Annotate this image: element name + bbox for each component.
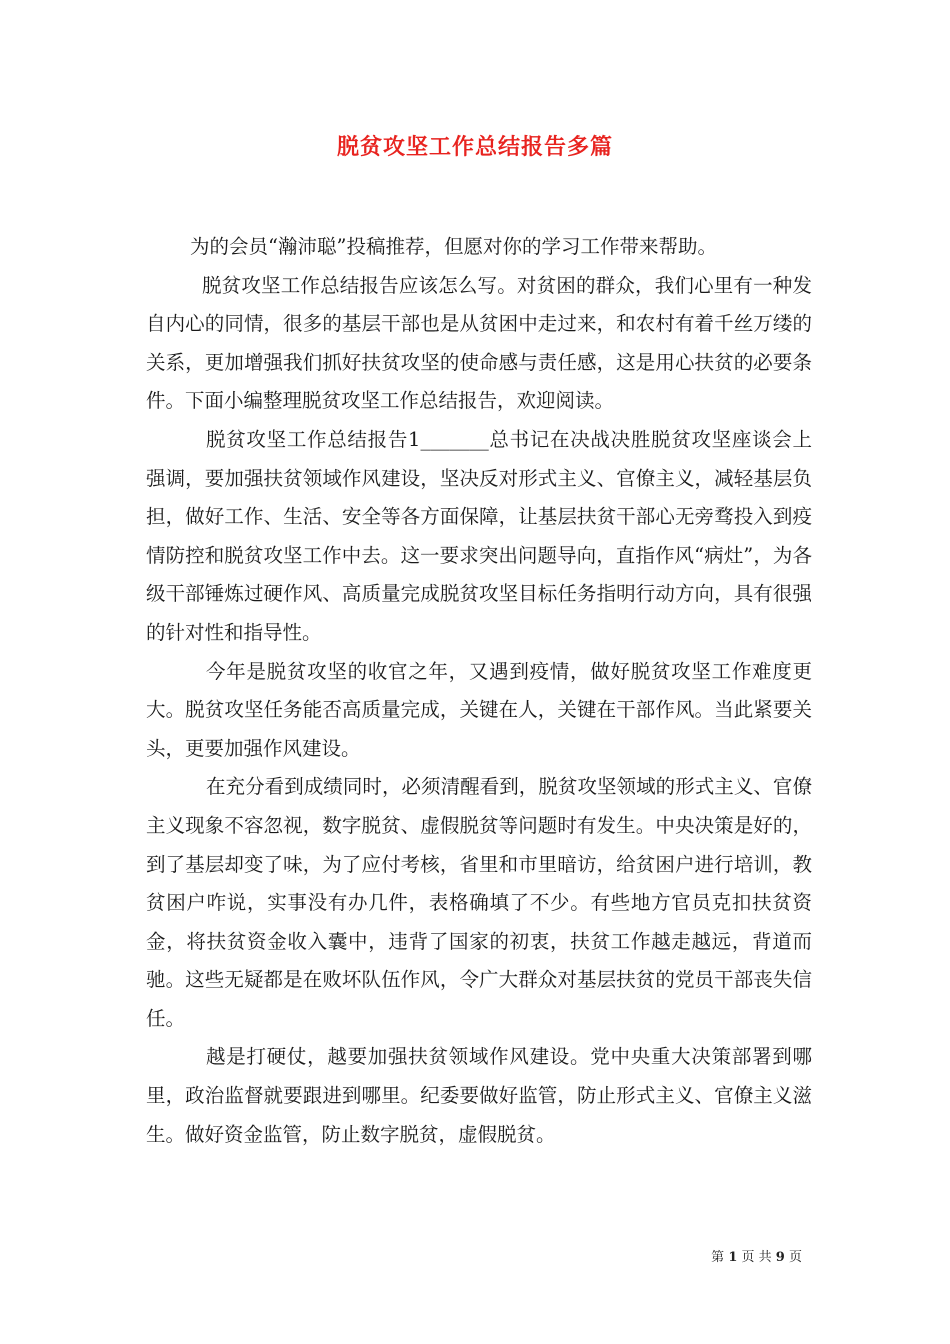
report-1-paragraph: 脱贫攻坚工作总结报告1_______总书记在决战决胜脱贫攻坚座谈会上强调，要加强扶贫领域作风建设，坚决反对形式主义、官僚主义，减轻基层负担，做好工作、生活、安全等各方面保障，让基层扶贫干部心无旁骛投入到疫情防控和脱贫攻坚工作中去。这一要求突出问题导向，直指作风“病灶”，为各级干部锤炼过硬作风、高质量完成脱贫攻坚目标任务指明行动方向，具有很强的针对性和指导性。 bbox=[146, 427, 812, 644]
footer-suffix: 页 bbox=[788, 1250, 802, 1265]
intro-paragraph: 为的会员“瀚沛聪”投稿推荐，但愿对你的学习工作带来帮助。 bbox=[190, 235, 717, 258]
page-number-footer bbox=[711, 1246, 802, 1265]
footer-total-pages: 9 bbox=[775, 1250, 785, 1265]
footer-middle: 页 共 bbox=[741, 1250, 772, 1265]
summary-paragraph: 脱贫攻坚工作总结报告应该怎么写。对贫困的群众，我们心里有一种发自内心的同情，很多的基层干部也是从贫困中走过来，和农村有着千丝万缕的关系，更加增强我们抓好扶贫攻坚的使命感与责任感，这是用心扶贫的必要条件。下面小编整理脱贫攻坚工作总结报告，欢迎阅读。 bbox=[146, 273, 812, 413]
document-title: 脱贫攻坚工作总结报告多篇 bbox=[336, 134, 613, 160]
document-body bbox=[146, 228, 812, 1154]
body-paragraph-problems: 在充分看到成绩同时，必须清醒看到，脱贫攻坚领域的形式主义、官僚主义现象不容忽视，数字脱贫、虚假脱贫等问题时有发生。中央决策是好的，到了基层却变了味，为了应付考核，省里和市里暗访，给贫困户进行培训，教贫困户咋说，实事没有办几件，表格确填了不少。有些地方官员克扣扶贫资金，将扶贫资金收入囊中，违背了国家的初衷，扶贫工作越走越远，背道而驰。这些无疑都是在败坏队伍作风，令广大群众对基层扶贫的党员干部丧失信任。 bbox=[146, 775, 812, 1030]
footer-prefix: 第 bbox=[711, 1250, 725, 1265]
body-paragraph-closing-year: 今年是脱贫攻坚的收官之年，又遇到疫情，做好脱贫攻坚工作难度更大。脱贫攻坚任务能否高质量完成，关键在人，关键在干部作风。当此紧要关头，更要加强作风建设。 bbox=[146, 659, 812, 760]
footer-current-page: 1 bbox=[728, 1250, 738, 1265]
body-paragraph-supervision: 越是打硬仗，越要加强扶贫领域作风建设。党中央重大决策部署到哪里，政治监督就要跟进到哪里。纪委要做好监管，防止形式主义、官僚主义滋生。做好资金监管，防止数字脱贫，虚假脱贫。 bbox=[146, 1045, 812, 1146]
